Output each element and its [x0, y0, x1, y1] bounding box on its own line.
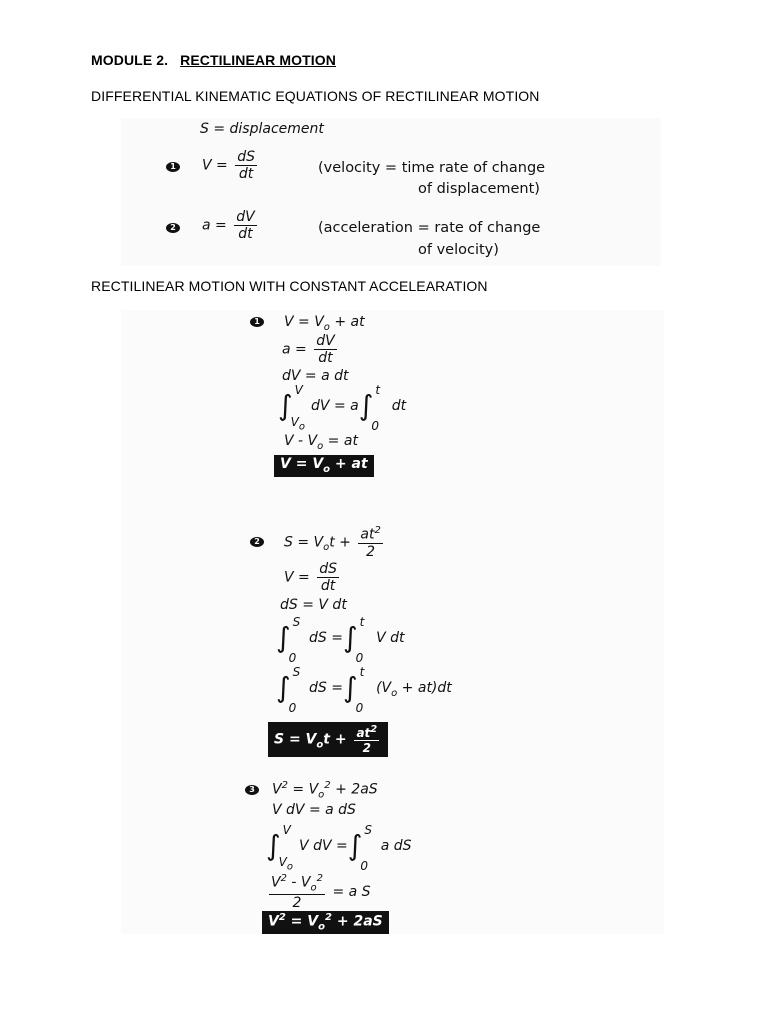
- eq3-bullet-icon: 3: [245, 785, 259, 795]
- eq3-line1: $V^2 = V_o^2 + 2aS$: [272, 780, 378, 801]
- velocity-note-line2: of displacement): [418, 181, 540, 197]
- velocity-note-line1: (velocity = time rate of change: [318, 160, 546, 176]
- eq3-fraction-line: $\frac{V^2 - V_o^2}{2}$ = a S: [271, 873, 371, 912]
- eq2-integral-line1: ∫ S 0 dS =∫ t 0 V dt: [276, 615, 405, 665]
- eq2-line2: V = $\frac{dS}{dt}$: [284, 561, 337, 594]
- velocity-equation: V = $\frac{dS}{dt}$: [202, 149, 255, 182]
- module-number: MODULE 2.: [91, 52, 169, 68]
- eq2-line3: dS = V dt: [280, 597, 347, 613]
- displacement-definition: S = displacement: [200, 121, 324, 137]
- eq3-line2: V dV = a dS: [272, 802, 356, 818]
- bullet-1-icon: 1: [166, 162, 180, 172]
- eq1-line3: dV = a dt: [282, 368, 349, 384]
- eq2-integral-line2: ∫ S 0 dS =∫ t 0 $(V_o + at)dt$: [276, 665, 452, 715]
- eq3-result-box: $V^2 = V_o^2 + 2aS$: [262, 911, 389, 934]
- acceleration-note-line2: of velocity): [418, 242, 499, 258]
- module-topic: RECTILINEAR MOTION: [180, 52, 336, 68]
- eq1-integral-line: ∫ V $V_o$ dV = a∫ t 0 dt: [278, 383, 407, 433]
- eq1-line1: $V = V_o$ + at: [284, 314, 365, 333]
- eq1-line2: a = $\frac{dV}{dt}$: [282, 333, 335, 366]
- acceleration-note-line1: (acceleration = rate of change: [318, 220, 541, 236]
- eq1-result-box: $V = V_o$ + at: [274, 455, 374, 477]
- acceleration-equation: a = $\frac{dV}{dt}$: [202, 209, 255, 242]
- eq1-bullet-icon: 1: [250, 317, 264, 327]
- section-heading-constant-acceleration: RECTILINEAR MOTION WITH CONSTANT ACCELEARATION: [91, 278, 488, 294]
- differential-equations-figure: [121, 118, 661, 266]
- eq2-result-box: $S = V_ot$ + $\frac{at^2}{2}$: [268, 722, 388, 757]
- eq3-integral-line: ∫ V $V_o$ V dV =∫ S 0 a dS: [266, 823, 412, 873]
- eq2-bullet-icon: 2: [250, 537, 264, 547]
- section-heading-differential: DIFFERENTIAL KINEMATIC EQUATIONS OF RECTILINEAR MOTION: [91, 88, 540, 104]
- module-title: [91, 52, 336, 68]
- eq1-line5: V - $V_o$ = at: [284, 433, 358, 452]
- bullet-2-icon: 2: [166, 223, 180, 233]
- eq2-line1: $S = V_ot$ + $\frac{at^2}{2}$: [284, 525, 381, 560]
